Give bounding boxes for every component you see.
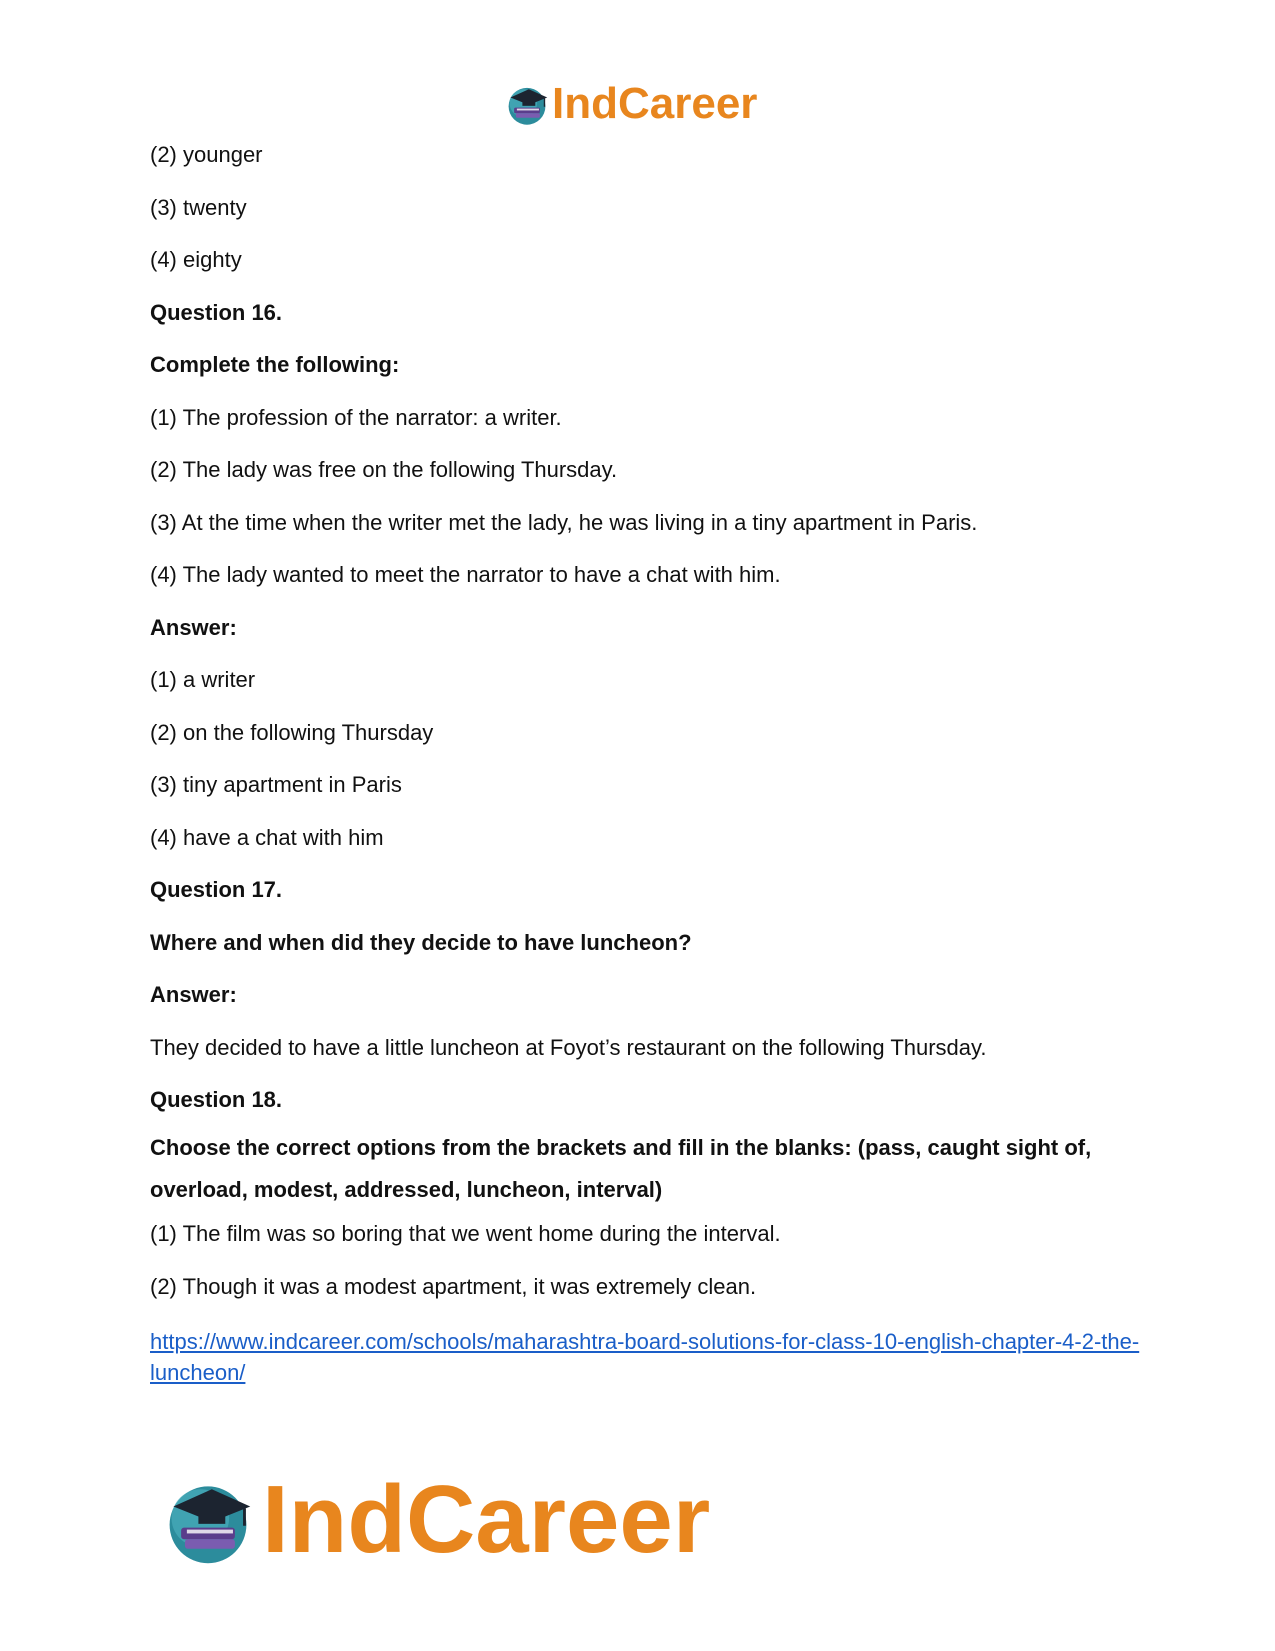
question-prompt: Complete the following:	[150, 352, 400, 377]
option-line: (3) twenty	[150, 195, 247, 220]
graduation-book-globe-icon	[160, 1472, 256, 1568]
answer-heading: Answer:	[150, 615, 237, 640]
statement-line: (2) The lady was free on the following Thursday.	[150, 457, 618, 482]
answer-line: (3) tiny apartment in Paris	[150, 772, 402, 797]
question-heading: Question 17.	[150, 877, 283, 902]
answer-line: (2) on the following Thursday	[150, 720, 434, 745]
logo-text: IndCareer	[552, 79, 758, 128]
header-logo	[504, 80, 757, 128]
question-prompt: Where and when did they decide to have luncheon?	[150, 930, 692, 955]
footer-logo	[160, 1466, 711, 1573]
question-heading: Question 18.	[150, 1087, 283, 1112]
logo-text: IndCareer	[262, 1466, 711, 1573]
answer-line: (4) have a chat with him	[150, 825, 384, 850]
graduation-book-globe-icon	[504, 81, 550, 127]
question-heading: Question 16.	[150, 300, 283, 325]
answer-line: (1) a writer	[150, 667, 256, 692]
statement-line: (1) The profession of the narrator: a writer.	[150, 405, 562, 430]
source-link[interactable]: https://www.indcareer.com/schools/maharashtra-board-solutions-for-class-10-english-chapter-4-2-the-luncheon/	[150, 1329, 1140, 1385]
option-line: (4) eighty	[150, 247, 242, 272]
answer-heading: Answer:	[150, 982, 237, 1007]
answer-line: They decided to have a little luncheon at Foyot’s restaurant on the following Thursday.	[150, 1035, 987, 1060]
statement-line: (3) At the time when the writer met the lady, he was living in a tiny apartment in Paris.	[150, 510, 978, 535]
answer-line: (2) Though it was a modest apartment, it was extremely clean.	[150, 1274, 757, 1299]
answer-line: (1) The film was so boring that we went home during the interval.	[150, 1221, 781, 1246]
question-prompt: Choose the correct options from the brackets and fill in the blanks: (pass, caught sight of, overload, modest, addressed, luncheon, interval)	[150, 1135, 1092, 1202]
option-line: (2) younger	[150, 142, 263, 167]
statement-line: (4) The lady wanted to meet the narrator to have a chat with him.	[150, 562, 781, 587]
